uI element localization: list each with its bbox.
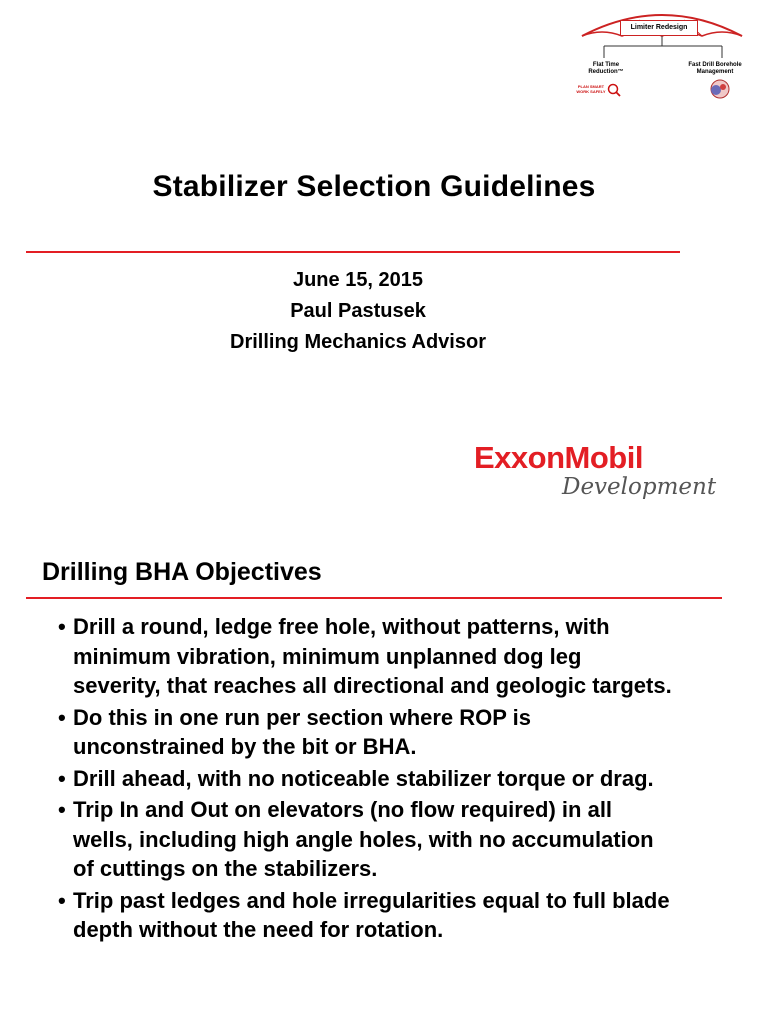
bullet-text: wells, including high angle holes, with no accumulation	[73, 826, 654, 852]
list-item	[58, 886, 748, 945]
bullet-text: Trip past ledges and hole irregularities equal to full blade	[73, 887, 670, 913]
bullet-text: Trip In and Out on elevators (no flow required) in all	[73, 797, 613, 822]
plan-smart-badge: PLAN SMART WORK SAFELY	[576, 84, 606, 94]
bullet-icon: •	[58, 614, 66, 639]
bullet-text: minimum vibration, minimum unplanned dog leg	[73, 643, 582, 669]
magnifier-icon	[606, 82, 622, 98]
list-item	[58, 764, 748, 794]
presentation-title: Stabilizer Selection Guidelines	[152, 170, 596, 203]
umbrella-arc-graphic	[574, 6, 750, 66]
bullet-text: Drill a round, ledge free hole, without patterns, with	[73, 614, 610, 639]
slide-heading: Drilling BHA Objectives	[42, 558, 322, 586]
bullet-text: severity, that reaches all directional and geologic targets.	[73, 673, 672, 698]
exxonmobil-logo	[474, 440, 724, 510]
list-item	[58, 703, 748, 762]
presentation-date: June 15, 2015	[292, 269, 424, 291]
bullet-text: Do this in one run per section where ROP is	[73, 704, 532, 730]
limiter-diagram	[574, 6, 750, 104]
bullet-text: unconstrained by the bit or BHA.	[73, 734, 417, 759]
list-item	[58, 795, 748, 884]
presenter-role: Drilling Mechanics Advisor	[230, 331, 486, 353]
bullet-icon: •	[58, 765, 66, 791]
presenter-name: Paul Pastusek	[290, 300, 426, 322]
list-item	[58, 612, 748, 701]
objectives-slide	[0, 540, 768, 1024]
title-divider	[26, 251, 680, 253]
objectives-list	[58, 612, 748, 947]
bullet-text: depth without the need for rotation.	[73, 917, 444, 942]
fast-drill-label: Fast Drill Borehole Management	[688, 62, 742, 75]
flat-time-label: Flat Time Reduction™	[588, 62, 624, 75]
limiter-redesign-label: Limiter Redesign	[620, 20, 698, 36]
presenter-info	[0, 265, 716, 358]
bullet-text: Drill ahead, with no noticeable stabilizer torque or drag.	[73, 765, 654, 791]
bullet-icon: •	[58, 797, 66, 822]
heading-divider	[26, 597, 722, 599]
bullet-icon: •	[58, 887, 66, 913]
bullet-text: of cuttings on the stabilizers.	[73, 856, 378, 881]
bullet-icon: •	[58, 704, 66, 730]
exxonmobil-wordmark: ExxonMobil	[474, 440, 643, 475]
fdbm-badge-icon	[706, 78, 732, 100]
development-wordmark: Development	[562, 474, 717, 500]
